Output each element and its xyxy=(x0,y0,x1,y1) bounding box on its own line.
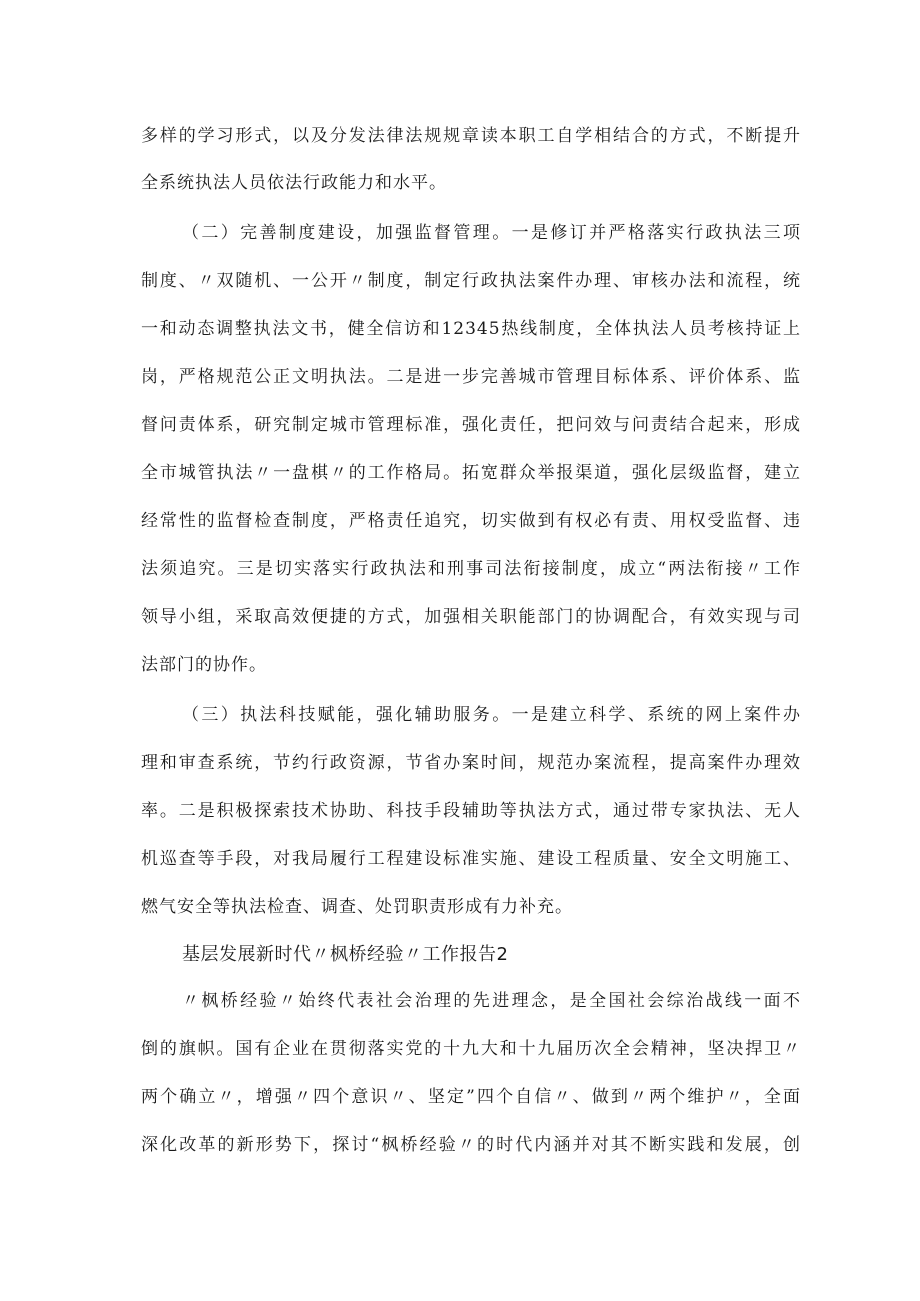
paragraph-3-line-3: 率。二是积极探索技术协助、科技手段辅助等执法方式，通过带专家执法、无人 xyxy=(141,801,801,821)
paragraph-3-line-1: （三）执法科技赋能，强化辅助服务。一是建立科学、系统的网上案件办 xyxy=(182,705,801,725)
paragraph-3-line-4: 机巡查等手段，对我局履行工程建设标准实施、建设工程质量、安全文明施工、 xyxy=(141,849,801,869)
paragraph-2-line-9: 领导小组，采取高效便捷的方式，加强相关职能部门的协调配合，有效实现与司 xyxy=(141,607,801,627)
paragraph-2-line-8: 法须追究。三是切实落实行政执法和刑事司法衔接制度，成立“两法衔接〃工作 xyxy=(141,559,801,579)
paragraph-3-line-5: 燃气安全等执法检查、调查、处罚职责形成有力补充。 xyxy=(141,897,573,917)
paragraph-1-line-1: 多样的学习形式，以及分发法律法规规章读本职工自学相结合的方式，不断提升 xyxy=(141,126,801,146)
paragraph-2-line-4: 岗，严格规范公正文明执法。二是进一步完善城市管理目标体系、评价体系、监 xyxy=(141,367,801,387)
paragraph-2-line-1: （二）完善制度建设，加强监督管理。一是修订并严格落实行政执法三项 xyxy=(182,223,801,243)
paragraph-2-line-6: 全市城管执法〃一盘棋〃的工作格局。拓宽群众举报渠道，强化层级监督，建立 xyxy=(141,463,801,483)
paragraph-2-line-10: 法部门的协作。 xyxy=(141,655,267,675)
paragraph-4-line-4: 深化改革的新形势下，探讨“枫桥经验〃的时代内涵并对其不断实践和发展，创 xyxy=(141,1135,801,1155)
paragraph-2-line-7: 经常性的监督检查制度，严格责任追究，切实做到有权必有责、用权受监督、违 xyxy=(141,511,801,531)
paragraph-4-line-1: 〃枫桥经验〃始终代表社会治理的先进理念，是全国社会综治战线一面不 xyxy=(182,991,801,1011)
paragraph-1-line-2: 全系统执法人员依法行政能力和水平。 xyxy=(141,173,447,193)
paragraph-3-line-2: 理和审查系统，节约行政资源，节省办案时间，规范办案流程，提高案件办理效 xyxy=(141,753,801,773)
paragraph-2-line-3: 一和动态调整执法文书，健全信访和12345热线制度，全体执法人员考核持证上 xyxy=(141,319,801,339)
paragraph-4-line-2: 倒的旗帜。国有企业在贯彻落实党的十九大和十九届历次全会精神，坚决捍卫〃 xyxy=(141,1039,801,1059)
paragraph-2-line-2: 制度、〃双随机、一公开〃制度，制定行政执法案件办理、审核办法和流程，统 xyxy=(141,271,801,291)
paragraph-2-line-5: 督问责体系，研究制定城市管理标准，强化责任，把问效与问责结合起来，形成 xyxy=(141,415,801,435)
section-heading: 基层发展新时代〃枫桥经验〃工作报告2 xyxy=(182,944,509,965)
paragraph-4-line-3: 两个确立〃，增强〃四个意识〃、坚定”四个自信〃、做到〃两个维护〃，全面 xyxy=(141,1087,801,1107)
